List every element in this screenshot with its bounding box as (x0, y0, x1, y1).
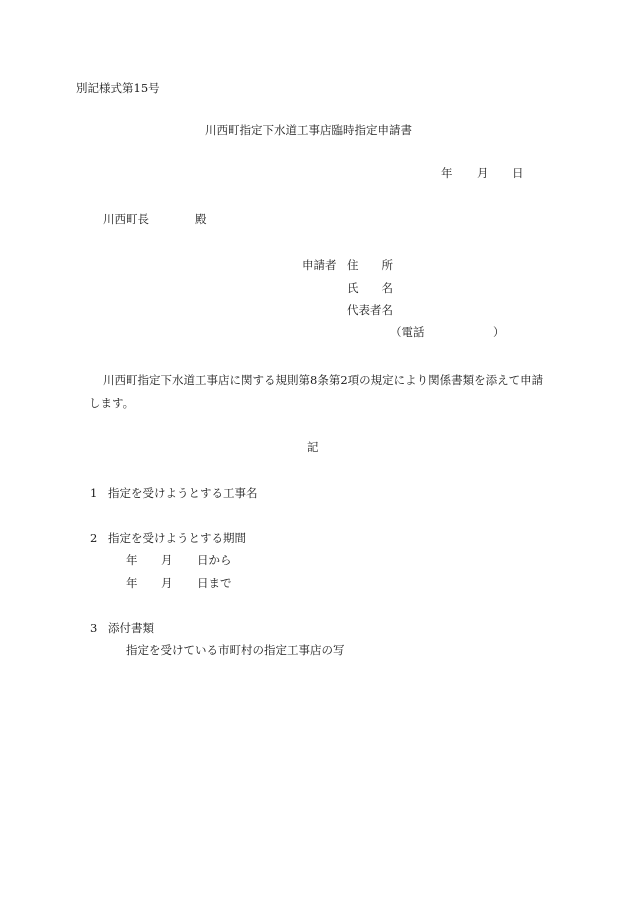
form-number: 別記様式第15号 (76, 81, 160, 95)
applicant-phone-open: （電話 (390, 325, 425, 339)
body-text-line1: 川西町指定下水道工事店に関する規則第8条第2項の規定により関係書類を添えて申請 (103, 373, 544, 387)
applicant-representative-label: 代表者名 (347, 303, 393, 317)
body-text-line2: します。 (89, 396, 135, 410)
document-title: 川西町指定下水道工事店臨時指定申請書 (205, 123, 412, 137)
applicant-name-label: 氏 名 (347, 281, 393, 295)
applicant-address-label: 住 所 (347, 258, 393, 272)
period-to-day: 日まで (197, 576, 232, 590)
item-3-number: 3 (90, 621, 98, 635)
addressee-name: 川西町長 (103, 212, 149, 226)
period-to-year: 年 (126, 576, 138, 590)
date-day-label: 日 (512, 166, 524, 180)
period-from-day: 日から (197, 553, 232, 567)
item-3-label: 添付書類 (108, 621, 154, 635)
period-from-month: 月 (161, 553, 173, 567)
item-3-detail: 指定を受けている市町村の指定工事店の写 (126, 643, 345, 657)
item-2-label: 指定を受けようとする期間 (108, 531, 246, 545)
date-year-label: 年 (441, 166, 453, 180)
applicant-label: 申請者 (302, 258, 337, 272)
period-from-year: 年 (126, 553, 138, 567)
item-1-label: 指定を受けようとする工事名 (108, 486, 258, 500)
ki-heading: 記 (307, 440, 319, 454)
item-2-number: 2 (90, 531, 98, 545)
date-month-label: 月 (477, 166, 489, 180)
addressee-honorific: 殿 (195, 212, 207, 226)
item-1-number: 1 (90, 486, 98, 500)
period-to-month: 月 (161, 576, 173, 590)
applicant-phone-close: ） (493, 325, 505, 339)
